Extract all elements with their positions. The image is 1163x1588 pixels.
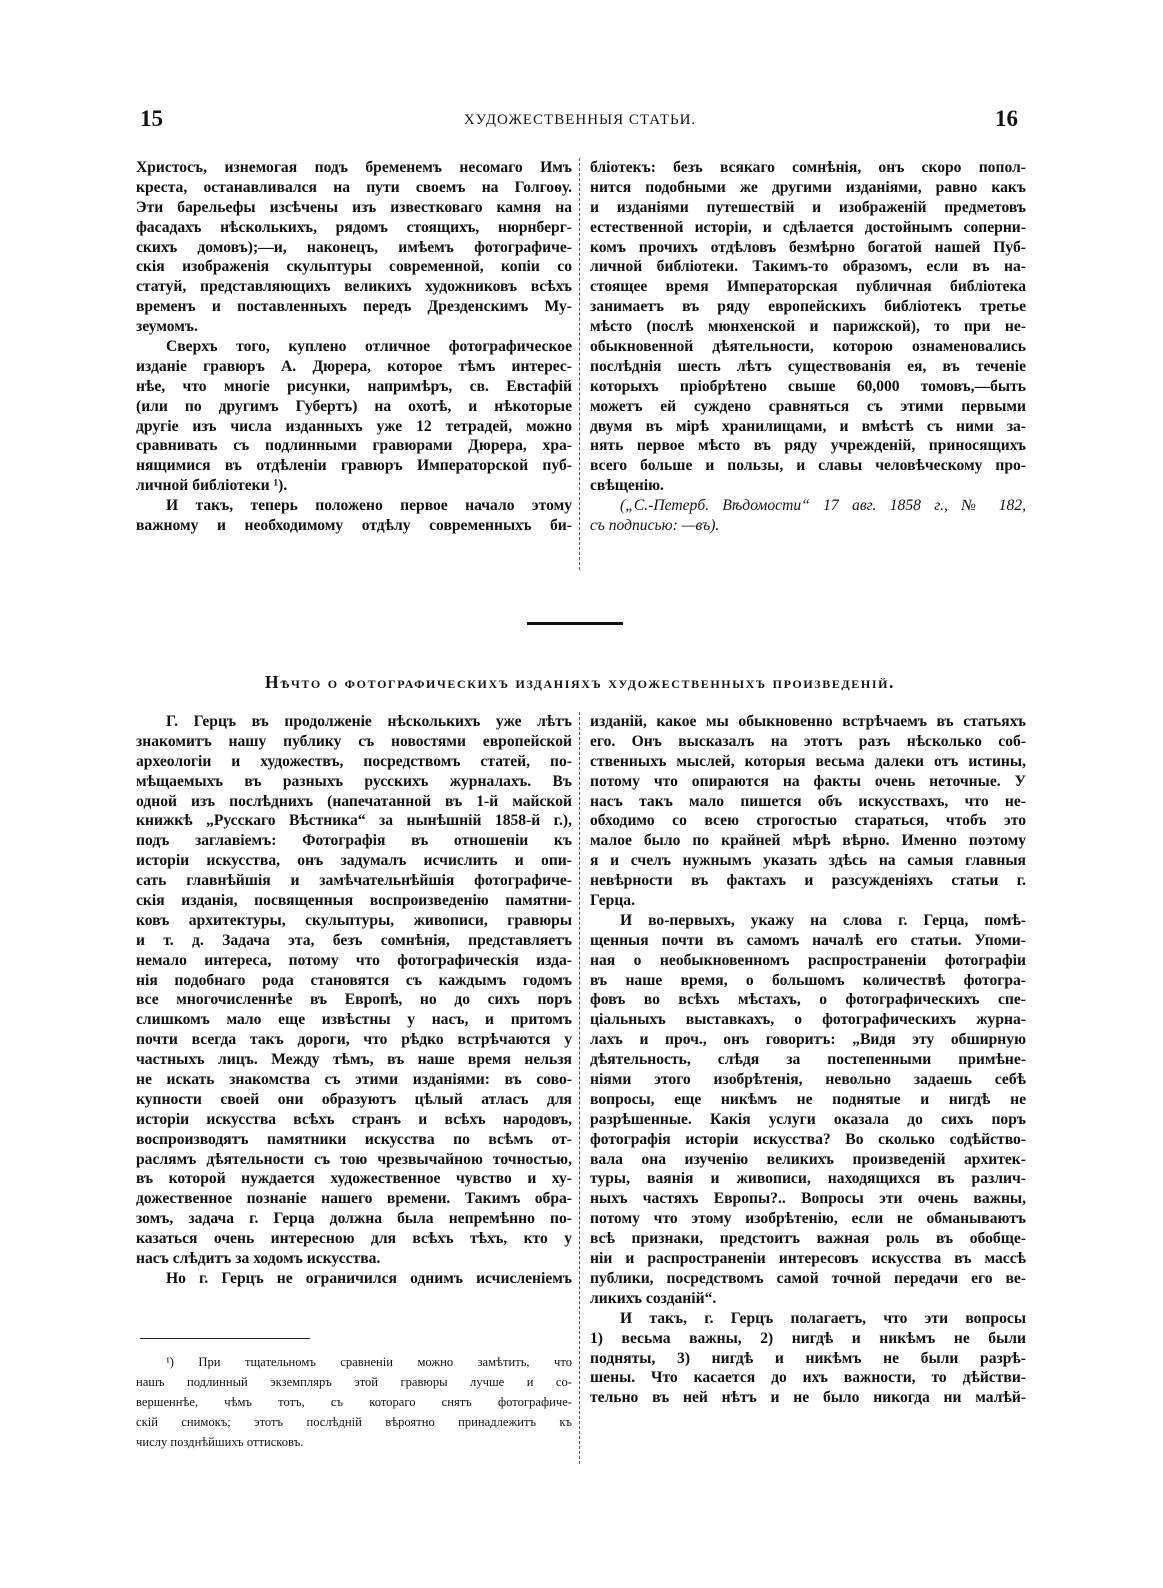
text-line: вала она изученію великихъ произведеній архитек- xyxy=(590,1150,1026,1168)
text-line: ликихъ созданій“. xyxy=(590,1289,717,1307)
text-line: исторіи искусства всѣхъ странъ и всѣхъ народовъ, xyxy=(136,1110,572,1128)
text-line: важному и необходимому отдѣлу современныхъ би- xyxy=(136,517,572,535)
text-line: шены. Что касается до ихъ важности, то дѣйстви- xyxy=(590,1369,1026,1387)
text-line: обыкновенной дѣятельности, которою ознаменовались xyxy=(590,338,1026,356)
text-line: бліотекъ: безъ всякаго сомнѣнія, онъ скоро попол- xyxy=(590,159,1026,176)
text-line: ніями этого изобрѣтенія, невольно задаешь себѣ xyxy=(590,1071,1026,1089)
text-line: малое было по крайней мѣрѣ вѣрно. Именно поэтому xyxy=(590,832,1026,850)
footnote-line: числу позднѣйшихъ оттисковъ. xyxy=(136,1434,304,1449)
text-line: всего больше и пользы, и славы человѣческому про- xyxy=(590,457,1026,475)
text-line: которыхъ пріобрѣтено свыше 60,000 томовъ,—быть xyxy=(590,377,1026,395)
text-line: насъ такъ мало пишется объ искусствахъ, что не- xyxy=(590,792,1026,810)
text-line: нится подобными же другими изданіями, равно какъ xyxy=(590,178,1026,196)
text-line: естественной исторіи, и сдѣлается достойнымъ соперни- xyxy=(590,218,1026,236)
text-line: купности своей они образуютъ цѣлый атласъ для xyxy=(136,1090,572,1108)
text-line: нія подобнаго рода становятся съ каждымъ годомъ xyxy=(136,971,572,989)
text-line: личной библіотеки. Такимъ-то образомъ, если въ на- xyxy=(590,258,1026,276)
text-line: потому что этому изобрѣтенію, если не обманываютъ xyxy=(590,1210,1026,1228)
citation-line: („С.-Петерб. Вѣдомости“ 17 авг. 1858 г., № 182, xyxy=(620,497,1026,515)
text-line: туры, ваянія и живописи, находящихся въ различ- xyxy=(590,1170,1026,1188)
text-line: И такъ, г. Герцъ полагаетъ, что эти вопросы xyxy=(620,1309,1026,1327)
text-line: креста, останавливался на пути своемъ на Голгоѳу. xyxy=(136,178,572,196)
text-line: казаться очень интересною для всѣхъ тѣхъ, кто у xyxy=(136,1230,572,1248)
text-line: я и счелъ нужнымъ указать здѣсь на самыя главныя xyxy=(590,852,1026,870)
text-line: дожественное познаніе нашего времени. Такимъ обра- xyxy=(136,1190,572,1208)
text-line: слишкомъ мало еще извѣстны у насъ, и притомъ xyxy=(136,1011,572,1029)
text-line: ніи и распространеніи интересовъ искусства въ массѣ xyxy=(590,1250,1026,1268)
text-line: изданіе гравюръ А. Дюрера, которое тѣмъ интерес- xyxy=(136,357,572,375)
text-line: занимаетъ въ ряду европейскихъ библіотекъ третье xyxy=(590,298,1026,316)
text-line: зеумомъ. xyxy=(136,318,198,336)
text-line: ковъ архитектуры, скульптуры, живописи, гравюры xyxy=(136,911,572,929)
text-line: мѣсто (послѣ мюнхенской и парижской), то при не- xyxy=(590,318,1026,336)
text-line: вопросы, еще никѣмъ не поднятые и нигдѣ не xyxy=(590,1090,1026,1108)
text-line: И такъ, теперь положено первое начало этому xyxy=(166,497,572,515)
article-title: Нѣчто о фотографическихъ изданіяхъ художественныхъ произведеній. xyxy=(264,672,896,692)
text-line: тельно въ ней нѣтъ и не было никогда ни малѣй- xyxy=(590,1389,1026,1407)
text-line: послѣднія шесть лѣтъ существованія ея, въ теченіе xyxy=(590,357,1026,375)
text-line: скихъ домовъ);—и, наконецъ, имѣемъ фотографиче- xyxy=(136,238,572,256)
citation-line: съ подписью: —въ). xyxy=(590,517,720,535)
text-line: одной изъ послѣднихъ (напечатанной въ 1-й майской xyxy=(136,792,572,810)
footnote-line: ¹) При тщательномъ сравненіи можно замѣтить, что xyxy=(166,1355,572,1369)
page-number-left: 15 xyxy=(140,106,163,131)
text-line: ная о необыкновенномъ распространеніи фотографіи xyxy=(590,951,1026,969)
text-line: скія изданія, посвященныя воспроизведенію памятни- xyxy=(136,892,572,910)
text-line: Сверхъ того, куплено отличное фотографическое xyxy=(166,338,572,356)
text-line: Эти барельефы изсѣчены изъ известковаго камня на xyxy=(136,198,572,216)
article-left-column xyxy=(136,712,572,1289)
text-line: щенныя почти въ самомъ началѣ его статьи. Упоми- xyxy=(590,931,1026,949)
text-line: фасадахъ нѣсколькихъ, рядомъ стоящихъ, нюрнберг- xyxy=(136,218,572,236)
text-line: потому что опираются на факты очень неточные. У xyxy=(590,772,1026,790)
text-line: въ наше время, о большомъ количествѣ фотогра- xyxy=(590,971,1026,989)
text-line: публики, посредствомъ самой точной передачи его ве- xyxy=(590,1269,1026,1287)
text-line: почти всегда такъ дороги, что рѣдко встрѣчаются у xyxy=(136,1031,572,1049)
text-line: личной библіотеки ¹). xyxy=(136,477,288,495)
running-title: ХУДОЖЕСТВЕННЫЯ СТАТЬИ. xyxy=(463,112,697,128)
text-line: статуй, представляющихъ великихъ художниковъ всѣхъ xyxy=(136,278,572,296)
text-line: подняты, 3) нигдѣ и никѣмъ не были разрѣ- xyxy=(590,1349,1026,1367)
text-line: не искать знакомства съ этими изданіями: въ сово- xyxy=(136,1071,572,1089)
top-right-column xyxy=(590,158,1026,536)
text-line: Г. Герцъ въ продолженіе нѣсколькихъ уже лѣтъ xyxy=(166,713,572,730)
column-divider xyxy=(579,712,580,1464)
text-line: скія изображенія скульптуры современной, копіи со xyxy=(136,258,572,276)
top-left-column xyxy=(136,158,572,536)
footnote-line: нашъ подлинный экземпляръ этой гравюры лучше и со- xyxy=(136,1374,572,1389)
footnote-rule xyxy=(140,1338,310,1339)
text-line: ныхъ частяхъ Европы?.. Вопросы эти очень важны, xyxy=(590,1190,1026,1208)
text-line: подъ заглавіемъ: Фотографія въ отношеніи къ xyxy=(136,832,572,850)
text-line: исторіи искусства, онъ задумалъ исчислить и опи- xyxy=(136,852,572,870)
text-line: его. Онъ высказалъ на этотъ разъ нѣсколько соб- xyxy=(590,732,1026,750)
text-line: ціальныхъ выставкахъ, о фотографическихъ журна- xyxy=(590,1011,1026,1029)
article-right-column xyxy=(590,712,1026,1408)
text-line: мѣщаемыхъ въ разныхъ русскихъ журналахъ. Въ xyxy=(136,772,572,790)
text-line: можетъ ей суждено сравняться съ этими первыми xyxy=(590,397,1026,415)
page-header xyxy=(134,106,1026,138)
text-line: 1) весьма важны, 2) нигдѣ и никѣмъ не были xyxy=(590,1329,1026,1347)
text-line: знакомитъ нашу публику съ новостями европейской xyxy=(136,732,572,750)
section-separator xyxy=(527,622,623,625)
text-line: все многочисленнѣе въ Европѣ, но до сихъ поръ xyxy=(136,991,572,1009)
text-line: и изданіями путешествій и изображеній предметовъ xyxy=(590,198,1026,216)
text-line: невѣрности въ фактахъ и разсужденіяхъ статьи г. xyxy=(590,872,1026,890)
text-line: нѣе, что многіе рисунки, напримѣръ, св. Евстафій xyxy=(136,377,572,395)
text-line: фотографія исторіи искусства? Во сколько содѣйство- xyxy=(590,1130,1026,1148)
text-line: стоящее время Императорская публичная библіотека xyxy=(590,278,1026,296)
text-line: изданій, какое мы обыкновенно встрѣчаемъ въ статьяхъ xyxy=(590,713,1026,730)
text-line: другіе изъ числа изданныхъ уже 12 тетрадей, можно xyxy=(136,417,572,435)
text-line: двумя въ мірѣ хранилищами, и вмѣстѣ съ ними за- xyxy=(590,417,1026,435)
text-line: немало интереса, потому что фотографическія изда- xyxy=(136,951,572,969)
text-line: зомъ, задача г. Герца должна была непремѣнно по- xyxy=(136,1210,572,1228)
footnote-line: вершеннѣе, чѣмъ тотъ, съ котораго снятъ фотографиче- xyxy=(136,1394,572,1409)
text-line: сравнивать съ подлинными гравюрами Дюрера, хра- xyxy=(136,437,572,455)
text-line: фовъ во всѣхъ мѣстахъ, о фотографическихъ спе- xyxy=(590,991,1026,1009)
text-line: въ которой нуждается художественное чувство и ху- xyxy=(136,1170,572,1188)
text-line: ственныхъ мыслей, которыя весьма далеки отъ истины, xyxy=(590,752,1026,770)
text-line: И во-первыхъ, укажу на слова г. Герца, помѣ- xyxy=(620,911,1026,929)
text-line: всѣ признаки, предстоитъ важная роль въ обобще- xyxy=(590,1230,1026,1248)
text-line: археологіи и художествъ, посредствомъ статей, по- xyxy=(136,752,572,770)
page-number-right: 16 xyxy=(995,106,1018,131)
text-line: сать главнѣйшія и замѣчательнѣйшія фотографиче- xyxy=(136,872,572,890)
text-line: лахъ и проч., онъ говоритъ: „Видя эту обширную xyxy=(590,1031,1026,1049)
footnote-line: скій снимокъ; этотъ послѣдній вѣроятно принадлежитъ къ xyxy=(136,1414,572,1429)
text-line: (или по другимъ Губертъ) на охотѣ, и нѣкоторые xyxy=(136,397,572,415)
text-line: обходимо со всею строгостью стараться, чтобъ это xyxy=(590,812,1026,830)
footnote xyxy=(136,1353,572,1452)
text-line: свѣщенію. xyxy=(590,477,664,495)
text-line: Но г. Герцъ не ограничился однимъ исчисленіемъ xyxy=(166,1269,572,1287)
text-line: нящимися въ отдѣленіи гравюръ Императорской пуб- xyxy=(136,457,572,475)
text-line: разрѣшенные. Какія услуги оказала до сихъ поръ xyxy=(590,1110,1026,1128)
text-line: воспроизводятъ памятники искусства по всѣмъ от- xyxy=(136,1130,572,1148)
text-line: частныхъ лицъ. Между тѣмъ, въ наше время нельзя xyxy=(136,1051,572,1069)
text-line: комъ прочихъ отдѣловъ безмѣрно богатой нашей Пуб- xyxy=(590,238,1026,256)
text-line: Герца. xyxy=(590,892,636,910)
text-line: дѣятельность, слѣдя за постепенными примѣне- xyxy=(590,1051,1026,1069)
text-line: Христосъ, изнемогая подъ бременемъ несомаго Имъ xyxy=(136,159,572,176)
text-line: и т. д. Задача эта, безъ сомнѣнія, представляетъ xyxy=(136,931,572,949)
column-divider xyxy=(579,158,580,570)
text-line: нять первое мѣсто въ ряду учрежденій, приносящихъ xyxy=(590,437,1026,455)
text-line: насъ слѣдитъ за ходомъ искусства. xyxy=(136,1250,381,1268)
text-line: книжкѣ „Русскаго Вѣстника“ за нынѣшній 1858-й г.), xyxy=(136,812,572,830)
text-line: раслямъ дѣятельности съ тою чрезвычайною точностью, xyxy=(136,1150,572,1168)
text-line: временъ и поставленныхъ передъ Дрезденскимъ Му- xyxy=(136,298,572,316)
